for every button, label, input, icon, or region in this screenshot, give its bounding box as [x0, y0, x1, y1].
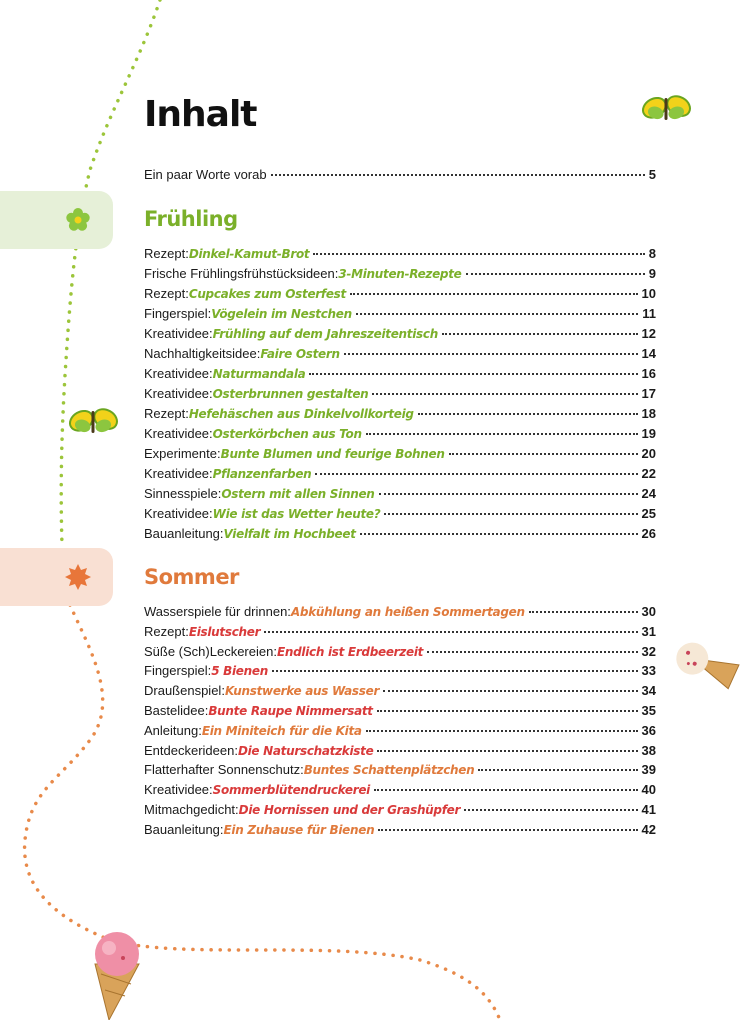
toc-page-number: 41	[641, 802, 656, 817]
toc-entry-title: Wie ist das Wetter heute?	[212, 507, 381, 521]
toc-entry-label: Fingerspiel:	[144, 306, 212, 321]
toc-entry-label: Frische Frühlingsfrühstücksideen:	[144, 266, 339, 281]
toc-entry[interactable]	[144, 446, 656, 466]
toc-entry[interactable]	[144, 644, 656, 664]
section-heading-summer: Sommer	[144, 565, 239, 589]
toc-entry-title: Sommerblütendruckerei	[212, 783, 370, 798]
toc-entry[interactable]	[144, 326, 656, 346]
toc-page-number: 32	[641, 643, 656, 659]
toc-leader-dots	[374, 789, 638, 791]
section-tab-summer	[0, 548, 113, 606]
toc-entry-label: Kreatividee:	[144, 426, 213, 441]
toc-entry-title: Hefehäschen aus Dinkelvollkorteig	[188, 407, 414, 421]
toc-entry[interactable]	[144, 663, 656, 683]
toc-page-number: 34	[641, 683, 656, 699]
toc-entry-label: Nachhaltigkeitsidee:	[144, 346, 261, 361]
toc-entry-title: Die Naturschatzkiste	[237, 743, 374, 758]
toc-entry[interactable]	[144, 604, 656, 624]
toc-entry-label: Wasserspiele für drinnen:	[144, 604, 291, 619]
toc-entry-title: Faire Ostern	[260, 347, 340, 361]
toc-entry[interactable]	[144, 246, 656, 266]
toc-entry-label: Mitmachgedicht:	[144, 802, 239, 817]
toc-entry-title: Vielfalt im Hochbeet	[223, 527, 356, 541]
toc-entry[interactable]	[144, 286, 656, 306]
toc-entry[interactable]	[144, 486, 656, 506]
toc-entry-intro[interactable]	[144, 167, 656, 187]
toc-page-number: 39	[641, 762, 656, 778]
toc-leader-dots	[356, 313, 638, 315]
toc-entry-title: Eislutscher	[188, 624, 261, 639]
toc-entry-label: Rezept:	[144, 246, 189, 261]
toc-leader-dots	[377, 710, 638, 712]
toc-entry-title: Abkühlung an heißen Sommertagen	[290, 605, 525, 619]
toc-entry-title: Ostern mit allen Sinnen	[221, 487, 375, 501]
toc-entry-label: Kreatividee:	[144, 466, 213, 481]
toc-entry[interactable]	[144, 306, 656, 326]
butterfly-icon	[639, 92, 693, 121]
toc-page-number: 18	[641, 406, 656, 421]
toc-leader-dots	[372, 393, 637, 395]
toc-entry-title: Osterbrunnen gestalten	[212, 387, 369, 401]
butterfly-icon	[66, 405, 120, 434]
toc-entry-label: Anleitung:	[144, 722, 202, 738]
toc-page-number: 11	[642, 306, 656, 321]
toc-entry[interactable]	[144, 526, 656, 546]
toc-entry-title: Ein Miniteich für die Kita	[201, 723, 362, 738]
toc-entry-label: Flatterhafter Sonnenschutz:	[144, 762, 304, 778]
toc-leader-dots	[529, 611, 638, 613]
toc-page-number: 20	[641, 446, 656, 461]
toc-entry[interactable]	[144, 426, 656, 446]
toc-entry-title: 5 Bienen	[211, 664, 268, 679]
toc-entry-label: Experimente:	[144, 446, 221, 461]
toc-leader-dots	[313, 253, 644, 255]
toc-entry[interactable]	[144, 683, 656, 703]
ice-cream-icon	[95, 932, 139, 1020]
toc-leader-dots	[366, 730, 638, 732]
toc-entry-title: Naturmandala	[212, 367, 306, 381]
toc-entry[interactable]	[144, 346, 656, 366]
flower-icon	[64, 206, 92, 234]
toc-leader-dots	[264, 631, 637, 633]
toc-entry[interactable]	[144, 762, 656, 782]
toc-page-number: 19	[641, 426, 656, 441]
toc-page-number: 31	[641, 623, 656, 639]
toc-leader-dots	[466, 273, 645, 275]
toc-entry-title: Vögelein im Nestchen	[211, 307, 352, 321]
toc-page-number: 36	[641, 722, 656, 738]
toc-entry[interactable]	[144, 366, 656, 386]
toc-entry-title: 3-Minuten-Rezepte	[338, 267, 462, 281]
toc-leader-dots	[360, 533, 638, 535]
toc-page-number: 17	[641, 386, 656, 401]
toc-entry-title: Cupcakes zum Osterfest	[188, 287, 346, 301]
toc-entry-title: Osterkörbchen aus Ton	[212, 427, 362, 441]
toc-page-number: 33	[641, 663, 656, 679]
toc-leader-dots	[379, 493, 638, 495]
toc-page-number: 10	[641, 286, 656, 301]
toc-entry-label: Kreatividee:	[144, 782, 213, 798]
toc-entry-title: Endlich ist Erdbeerzeit	[276, 644, 424, 659]
toc-leader-dots	[377, 750, 637, 752]
toc-entry-label: Sinnesspiele:	[144, 486, 222, 501]
toc-entry-label: Kreatividee:	[144, 386, 213, 401]
section-tab-spring	[0, 191, 113, 249]
toc-entry-title: Buntes Schattenplätzchen	[303, 763, 475, 778]
toc-page-number: 14	[641, 346, 656, 361]
toc-leader-dots	[271, 174, 645, 176]
toc-entry[interactable]	[144, 782, 656, 802]
toc-page-number: 9	[648, 266, 656, 281]
toc-entry[interactable]	[144, 624, 656, 644]
toc-entry[interactable]	[144, 743, 656, 763]
toc-leader-dots	[350, 293, 638, 295]
toc-entry-label: Fingerspiel:	[144, 663, 212, 679]
toc-entry-label: Rezept:	[144, 286, 189, 301]
toc-entry-label: Rezept:	[144, 406, 189, 421]
toc-entry-title: Frühling auf dem Jahreszeitentisch	[212, 327, 438, 341]
toc-entry[interactable]	[144, 266, 656, 286]
toc-page-number: 8	[648, 246, 656, 261]
toc-entry-title: Ein Zuhause für Bienen	[223, 822, 375, 837]
toc-leader-dots	[378, 829, 637, 831]
toc-entry-title: Kunstwerke aus Wasser	[224, 684, 380, 699]
toc-entry-label: Entdeckerideen:	[144, 742, 238, 758]
toc-entry-label: Bauanleitung:	[144, 526, 224, 541]
toc-leader-dots	[449, 453, 638, 455]
toc-page-number: 12	[641, 326, 656, 341]
toc-page-number: 22	[641, 466, 656, 481]
toc-page-number: 24	[641, 486, 656, 501]
toc-entry-label: Bauanleitung:	[144, 821, 224, 837]
toc-entry-title: Die Hornissen und der Grashüpfer	[238, 803, 461, 817]
page-title: Inhalt	[144, 94, 257, 135]
toc-entry-label: Draußenspiel:	[144, 683, 225, 699]
toc-entry-title: Bunte Blumen und feurige Bohnen	[220, 447, 445, 461]
toc-page-number: 40	[641, 782, 656, 798]
toc-entry-title: Bunte Raupe Nimmersatt	[208, 704, 373, 718]
toc-page-number: 16	[641, 366, 656, 381]
toc-page-number: 5	[648, 167, 656, 182]
toc-page-number: 42	[641, 821, 656, 837]
toc-leader-dots	[464, 809, 637, 811]
toc-entry[interactable]	[144, 466, 656, 486]
toc-entry[interactable]	[144, 506, 656, 526]
toc-leader-dots	[366, 433, 638, 435]
toc-page-number: 25	[641, 506, 656, 521]
ice-cream-icon	[672, 638, 741, 689]
toc-entry[interactable]	[144, 703, 656, 723]
toc-leader-dots	[384, 513, 637, 515]
toc-leader-dots	[478, 769, 637, 771]
toc-entry-label: Rezept:	[144, 623, 189, 639]
toc-leader-dots	[383, 690, 637, 692]
toc-entry-label: Ein paar Worte vorab	[144, 167, 267, 182]
toc-entry-title: Pflanzenfarben	[212, 467, 312, 481]
toc-page-number: 26	[641, 526, 656, 541]
toc-entry[interactable]	[144, 822, 656, 842]
toc-leader-dots	[442, 333, 638, 335]
toc-entry-label: Kreatividee:	[144, 326, 213, 341]
toc-leader-dots	[315, 473, 637, 475]
toc-entry-label: Bastelidee:	[144, 703, 209, 718]
toc-entry-label: Kreatividee:	[144, 506, 213, 521]
toc-entry[interactable]	[144, 802, 656, 822]
toc-leader-dots	[309, 373, 637, 375]
toc-entry[interactable]	[144, 386, 656, 406]
toc-entry[interactable]	[144, 406, 656, 426]
toc-entry[interactable]	[144, 723, 656, 743]
toc-page-number: 35	[641, 703, 656, 718]
toc-entry-label: Süße (Sch)Leckereien:	[144, 643, 277, 659]
toc-leader-dots	[344, 353, 638, 355]
toc-leader-dots	[418, 413, 638, 415]
sun-icon	[64, 563, 92, 591]
toc-page-number: 30	[641, 604, 656, 619]
toc-entry-title: Dinkel-Kamut-Brot	[188, 247, 310, 261]
section-heading-spring: Frühling	[144, 207, 238, 231]
toc-leader-dots	[427, 651, 637, 653]
toc-entry-label: Kreatividee:	[144, 366, 213, 381]
toc-page-number: 38	[641, 742, 656, 758]
toc-leader-dots	[272, 670, 638, 672]
